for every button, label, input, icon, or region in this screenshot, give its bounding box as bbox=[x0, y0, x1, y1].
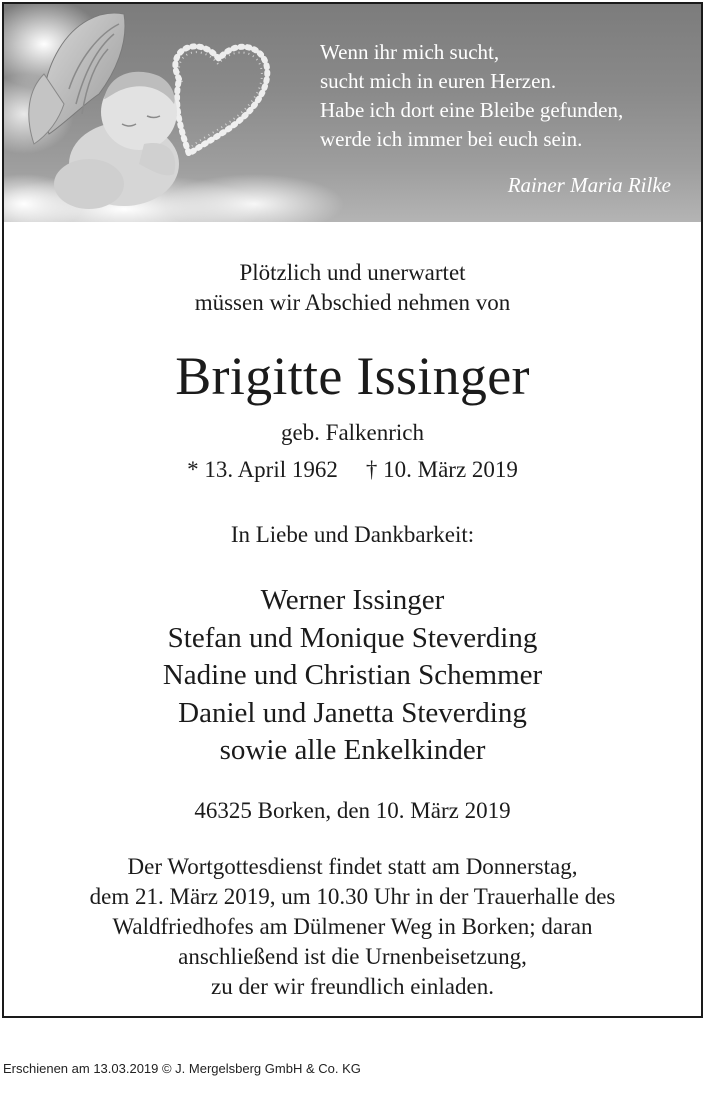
service-line: anschließend ist die Urnenbeisetzung, bbox=[178, 944, 527, 969]
publication-footer: Erschienen am 13.03.2019 © J. Mergelsberg GmbH & Co. KG bbox=[3, 1061, 361, 1076]
intro-line: müssen wir Abschied nehmen von bbox=[194, 290, 511, 315]
love-line: In Liebe und Dankbarkeit: bbox=[230, 522, 475, 547]
deceased-name: Brigitte Issinger bbox=[175, 346, 530, 406]
intro-text bbox=[4, 258, 701, 318]
place-date: 46325 Borken, den 10. März 2019 bbox=[194, 798, 511, 823]
quote-line: sucht mich in euren Herzen. bbox=[320, 69, 557, 93]
death-date: † 10. März 2019 bbox=[365, 457, 518, 482]
mourner: Nadine und Christian Schemmer bbox=[162, 659, 543, 691]
service-line: dem 21. März 2019, um 10.30 Uhr in der Trauerhalle des bbox=[89, 884, 616, 909]
life-dates bbox=[4, 455, 701, 485]
banner-image bbox=[4, 4, 701, 222]
birth-date: * 13. April 1962 bbox=[187, 457, 338, 482]
service-line: Waldfriedhofes am Dülmener Weg in Borken; daran bbox=[112, 914, 593, 939]
service-line: zu der wir freundlich einladen. bbox=[211, 974, 494, 999]
obituary-notice bbox=[2, 2, 703, 1018]
birth-name: geb. Falkenrich bbox=[280, 420, 425, 445]
intro-line: Plötzlich und unerwartet bbox=[239, 260, 466, 285]
quote-author: Rainer Maria Rilke bbox=[507, 173, 671, 197]
mourner: Daniel und Janetta Steverding bbox=[178, 696, 527, 729]
mourner: Werner Issinger bbox=[260, 584, 445, 616]
service-line: Der Wortgottesdienst findet statt am Donnerstag, bbox=[127, 854, 578, 879]
mourner: sowie alle Enkelkinder bbox=[219, 734, 486, 766]
quote-line: Wenn ihr mich sucht, bbox=[320, 40, 500, 64]
quote-line: Habe ich dort eine Bleibe gefunden, bbox=[320, 98, 624, 122]
mourner: Stefan und Monique Steverding bbox=[167, 621, 538, 654]
quote-line: werde ich immer bei euch sein. bbox=[320, 127, 583, 151]
mourners-list bbox=[4, 582, 701, 770]
service-info bbox=[4, 852, 701, 1002]
quote-block bbox=[320, 38, 690, 154]
